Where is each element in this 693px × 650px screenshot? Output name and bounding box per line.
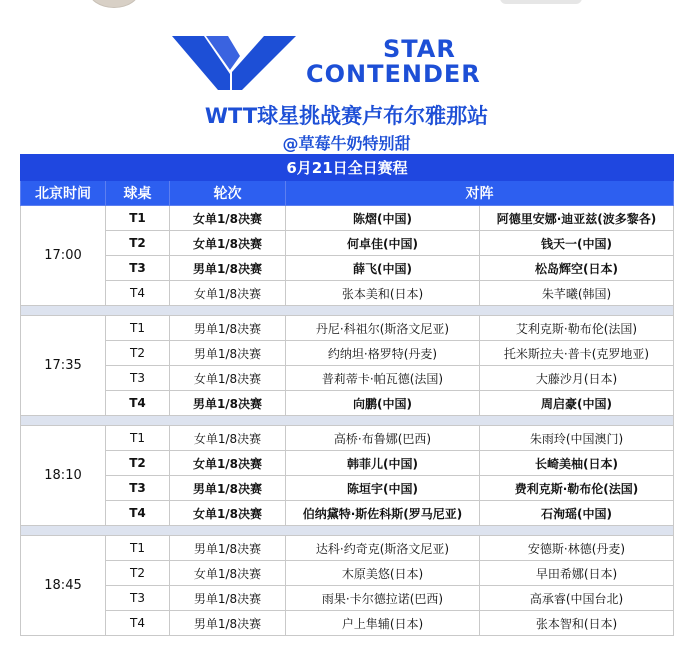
round-cell: 女单1/8决赛: [170, 366, 286, 391]
match-row: [21, 451, 674, 476]
wtt-star-contender-logo: [170, 30, 490, 94]
player-b-cell: 早田希娜(日本): [480, 561, 674, 586]
match-row: [21, 256, 674, 281]
separator-cell: [21, 526, 674, 536]
player-b-cell: 长崎美柚(日本): [480, 451, 674, 476]
table-cell: T4: [106, 501, 170, 526]
round-cell: 男单1/8决赛: [170, 476, 286, 501]
time-cell: 18:45: [21, 536, 106, 636]
player-b-cell: 艾利克斯·勒布伦(法国): [480, 316, 674, 341]
match-row: [21, 561, 674, 586]
player-b-cell: 大藤沙月(日本): [480, 366, 674, 391]
separator-cell: [21, 416, 674, 426]
round-cell: 男单1/8决赛: [170, 611, 286, 636]
player-a-cell: 普莉蒂卡·帕瓦德(法国): [286, 366, 480, 391]
match-row: [21, 501, 674, 526]
player-a-cell: 张本美和(日本): [286, 281, 480, 306]
match-row: [21, 426, 674, 451]
round-cell: 女单1/8决赛: [170, 206, 286, 231]
author-handle: @草莓牛奶特别甜: [282, 134, 411, 153]
wtt-logo-icon: [170, 30, 300, 94]
match-row: [21, 366, 674, 391]
round-cell: 女单1/8决赛: [170, 501, 286, 526]
table-cell: T3: [106, 586, 170, 611]
round-cell: 男单1/8决赛: [170, 536, 286, 561]
player-b-cell: 费利克斯·勒布伦(法国): [480, 476, 674, 501]
separator-cell: [21, 306, 674, 316]
match-row: [21, 391, 674, 416]
table-cell: T2: [106, 341, 170, 366]
match-row: [21, 206, 674, 231]
logo-contender-text: CONTENDER: [306, 60, 481, 88]
player-a-cell: 丹尼·科祖尔(斯洛文尼亚): [286, 316, 480, 341]
player-b-cell: 朱雨玲(中国澳门): [480, 426, 674, 451]
table-cell: T3: [106, 366, 170, 391]
player-a-cell: 薛飞(中国): [286, 256, 480, 281]
player-a-cell: 陈垣宇(中国): [286, 476, 480, 501]
player-a-cell: 约纳坦·格罗特(丹麦): [286, 341, 480, 366]
table-cell: T3: [106, 476, 170, 501]
group-separator: [21, 306, 674, 316]
time-cell: 18:10: [21, 426, 106, 526]
table-cell: T2: [106, 561, 170, 586]
round-cell: 男单1/8决赛: [170, 586, 286, 611]
round-cell: 男单1/8决赛: [170, 316, 286, 341]
match-row: [21, 536, 674, 561]
round-cell: 女单1/8决赛: [170, 281, 286, 306]
table-cell: T2: [106, 451, 170, 476]
round-cell: 男单1/8决赛: [170, 391, 286, 416]
player-b-cell: 阿德里安娜·迪亚兹(波多黎各): [480, 206, 674, 231]
table-cell: T1: [106, 206, 170, 231]
page-title: WTT球星挑战赛卢布尔雅那站: [204, 104, 489, 128]
table-cell: T2: [106, 231, 170, 256]
schedule-table: [20, 154, 674, 636]
group-separator: [21, 416, 674, 426]
player-b-cell: 朱芊曦(韩国): [480, 281, 674, 306]
time-cell: 17:00: [21, 206, 106, 306]
match-row: [21, 476, 674, 501]
player-a-cell: 高桥·布鲁娜(巴西): [286, 426, 480, 451]
player-b-cell: 安德斯·林德(丹麦): [480, 536, 674, 561]
player-a-cell: 伯纳黛特·斯佐科斯(罗马尼亚): [286, 501, 480, 526]
match-row: [21, 316, 674, 341]
match-row: [21, 341, 674, 366]
table-cell: T1: [106, 536, 170, 561]
top-bar-pill: [500, 0, 582, 4]
player-a-cell: 何卓佳(中国): [286, 231, 480, 256]
player-b-cell: 石洵瑶(中国): [480, 501, 674, 526]
player-a-cell: 达科·约奇克(斯洛文尼亚): [286, 536, 480, 561]
round-cell: 女单1/8决赛: [170, 426, 286, 451]
player-a-cell: 木原美悠(日本): [286, 561, 480, 586]
player-b-cell: 高承睿(中国台北): [480, 586, 674, 611]
player-a-cell: 韩菲儿(中国): [286, 451, 480, 476]
player-a-cell: 向鹏(中国): [286, 391, 480, 416]
round-cell: 女单1/8决赛: [170, 231, 286, 256]
schedule-body: [21, 206, 674, 636]
match-row: [21, 231, 674, 256]
player-b-cell: 周启豪(中国): [480, 391, 674, 416]
table-cell: T4: [106, 281, 170, 306]
player-a-cell: 雨果·卡尔德拉诺(巴西): [286, 586, 480, 611]
match-row: [21, 586, 674, 611]
table-cell: T4: [106, 391, 170, 416]
time-cell: 17:35: [21, 316, 106, 416]
round-cell: 男单1/8决赛: [170, 256, 286, 281]
table-cell: T1: [106, 426, 170, 451]
match-row: [21, 611, 674, 636]
col-header-time: 北京时间: [21, 181, 106, 206]
player-b-cell: 钱天一(中国): [480, 231, 674, 256]
col-header-match: 对阵: [286, 181, 674, 206]
round-cell: 女单1/8决赛: [170, 561, 286, 586]
table-cell: T4: [106, 611, 170, 636]
player-a-cell: 陈熠(中国): [286, 206, 480, 231]
player-a-cell: 户上隼辅(日本): [286, 611, 480, 636]
group-separator: [21, 526, 674, 536]
table-cell: T3: [106, 256, 170, 281]
date-banner: 6月21日全日赛程: [21, 155, 674, 181]
table-cell: T1: [106, 316, 170, 341]
round-cell: 男单1/8决赛: [170, 341, 286, 366]
col-header-table: 球桌: [106, 181, 170, 206]
avatar[interactable]: [88, 0, 140, 8]
player-b-cell: 松岛辉空(日本): [480, 256, 674, 281]
player-b-cell: 张本智和(日本): [480, 611, 674, 636]
round-cell: 女单1/8决赛: [170, 451, 286, 476]
match-row: [21, 281, 674, 306]
logo-star-text: STAR: [383, 35, 456, 63]
player-b-cell: 托米斯拉夫·普卡(克罗地亚): [480, 341, 674, 366]
col-header-round: 轮次: [170, 181, 286, 206]
